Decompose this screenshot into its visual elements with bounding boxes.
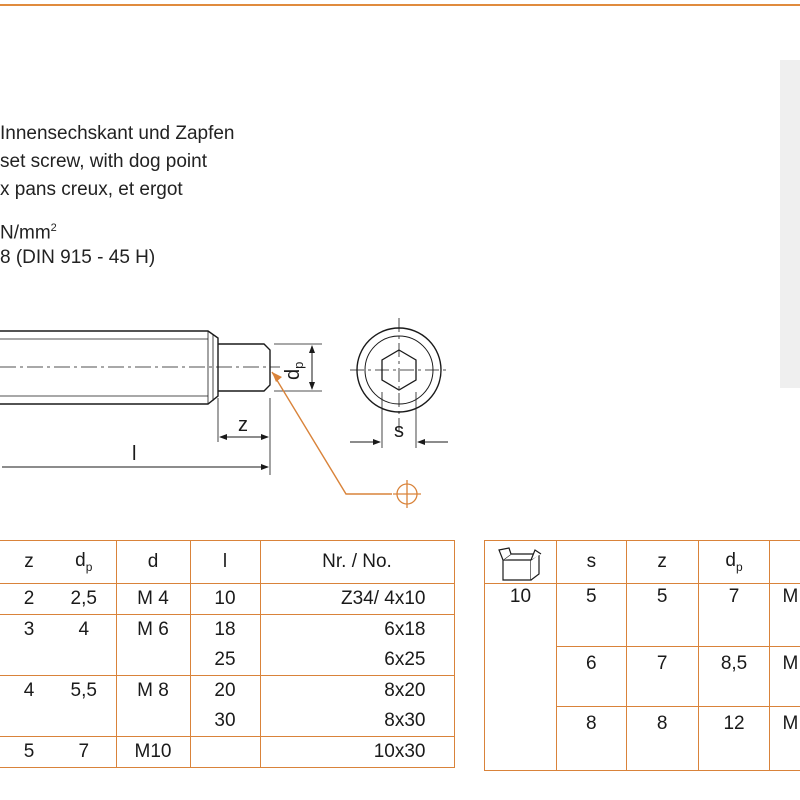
table-row: [0, 706, 454, 737]
cell: 25: [190, 645, 260, 676]
cell: 6: [556, 646, 626, 706]
header-d: d: [116, 541, 190, 584]
cell: 10: [190, 584, 260, 615]
cell: [52, 706, 116, 737]
cell: 8: [556, 706, 626, 771]
table-row: [485, 646, 800, 706]
cell: 2: [23, 588, 35, 609]
cell: 18: [190, 615, 260, 646]
cell: 4: [0, 676, 52, 707]
table-row: [485, 706, 800, 771]
package-box-icon: [497, 546, 543, 582]
dim-label-dp: $d_p$: [282, 361, 306, 380]
cell: 6x18: [260, 615, 454, 646]
dim-label-z: z: [238, 414, 248, 436]
cell: [0, 645, 52, 676]
cell: 20: [190, 676, 260, 707]
table-row: [0, 676, 454, 707]
dim-label-l: l: [132, 443, 137, 465]
cell: 8: [626, 706, 698, 771]
cell: M 4: [116, 584, 190, 615]
cell: 7: [52, 737, 116, 768]
cell: [190, 737, 260, 768]
cell: M: [770, 706, 800, 771]
cell: 5: [0, 737, 52, 768]
cell: [52, 645, 116, 676]
description-en: set screw, with dog point: [0, 151, 207, 172]
cell: M: [770, 584, 800, 647]
cell: 2,5: [70, 588, 97, 609]
cell: 7: [626, 646, 698, 706]
table-row: [0, 645, 454, 676]
cell: M: [770, 646, 800, 706]
table-row: [0, 615, 454, 646]
cell: 8x30: [260, 706, 454, 737]
strength-unit: N/mm: [0, 222, 51, 244]
cell: 6x25: [260, 645, 454, 676]
cell: [116, 645, 190, 676]
cell: 5: [626, 584, 698, 647]
cell: 10: [509, 586, 532, 607]
cell: M 8: [116, 676, 190, 707]
cell: Z34/ 4x10: [260, 584, 454, 615]
table-row: [0, 737, 454, 768]
cell: 8,5: [698, 646, 770, 706]
screw-side-view: [0, 331, 322, 475]
cell: M10: [116, 737, 190, 768]
spec-table-left: [0, 540, 455, 768]
header-z: z: [626, 541, 698, 584]
header-l: l: [190, 541, 260, 584]
cell: [116, 706, 190, 737]
header-pack: [485, 541, 557, 584]
cell: M 6: [116, 615, 190, 646]
crosshair-circle-icon: [393, 480, 421, 508]
thread-leader: [272, 372, 392, 494]
cell: 10x30: [260, 737, 454, 768]
cell: [485, 646, 557, 706]
description-fr: x pans creux, et ergot: [0, 179, 183, 200]
cell: 12: [698, 706, 770, 771]
dim-label-s: s: [394, 420, 404, 442]
table-row: [485, 584, 800, 647]
cell: [485, 706, 557, 771]
standard-ref: 8 (DIN 915 - 45 H): [0, 247, 156, 268]
description-de: Innensechskant und Zapfen: [0, 123, 235, 144]
cell: 7: [698, 584, 770, 647]
cell: 30: [190, 706, 260, 737]
cell: 5: [556, 584, 626, 647]
header-dp: $d_p$: [52, 541, 116, 584]
cell: 3: [0, 615, 52, 646]
header-z: z: [0, 541, 52, 584]
cell: 8x20: [260, 676, 454, 707]
cell: 5,5: [52, 676, 116, 707]
cell: 4: [52, 615, 116, 646]
cell: [0, 706, 52, 737]
spec-table-right: [484, 540, 800, 771]
strength-exponent: 2: [50, 222, 57, 234]
table-row: [0, 584, 454, 615]
header-dp: $d_p$: [698, 541, 770, 584]
header-d: [770, 541, 800, 584]
header-s: s: [556, 541, 626, 584]
header-nr: Nr. / No.: [260, 541, 454, 584]
